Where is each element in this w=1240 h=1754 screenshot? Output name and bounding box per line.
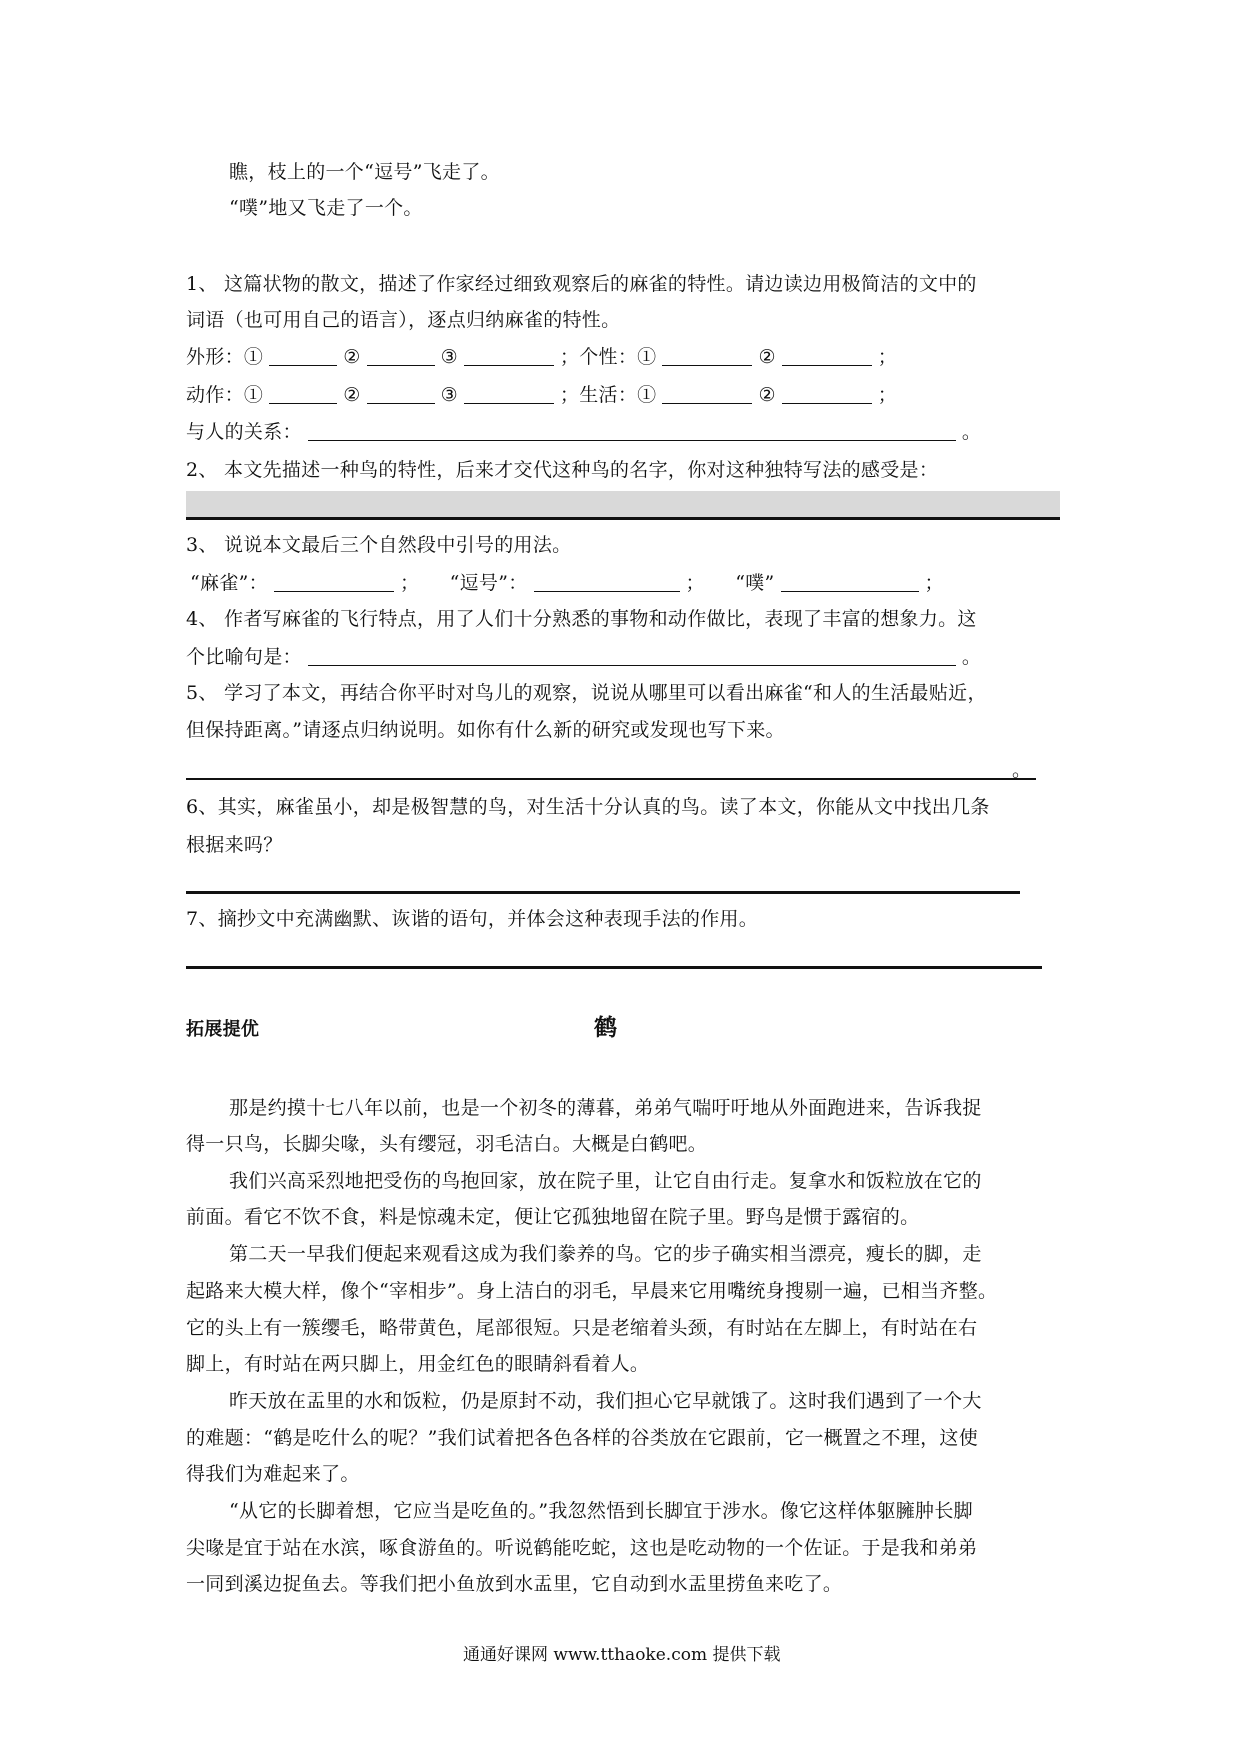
q3-text: 3、 说说本文最后三个自然段中引号的用法。 <box>186 534 572 556</box>
blank-appearance-2[interactable] <box>367 345 435 366</box>
q6-answer-line[interactable] <box>186 891 1020 894</box>
blank-action-2[interactable] <box>367 383 435 404</box>
q1-line-1: 1、 这篇状物的散文，描述了作家经过细致观察后的麻雀的特性。请边读边用极简洁的文中的 <box>186 273 977 295</box>
q4-line-2: 个比喻句是： 。 <box>186 646 982 668</box>
q1-row-action: 动作：① ② ③ ；生活：① ② ； <box>186 384 898 406</box>
article-line: “从它的长脚着想，它应当是吃鱼的。”我忽然悟到长脚宜于涉水。像它这样体躯臃肿长脚 <box>229 1500 973 1522</box>
article-line: 那是约摸十七八年以前，也是一个初冬的薄暮，弟弟气喘吁吁地从外面跑进来，告诉我捉 <box>229 1097 982 1119</box>
blank-quote-douhao[interactable] <box>534 571 680 592</box>
article-line: 昨天放在盂里的水和饭粒，仍是原封不动，我们担心它早就饿了。这时我们遇到了一个大 <box>229 1390 982 1412</box>
article-line: 起路来大模大样，像个“宰相步”。身上洁白的羽毛，早晨来它用嘴统身搜剔一遍，已相当齐整。 <box>186 1280 998 1302</box>
q4-line-1: 4、 作者写麻雀的飞行特点，用了人们十分熟悉的事物和动作做比，表现了丰富的想象力。这 <box>186 608 977 630</box>
q3-answers: “麻雀”： ； “逗号”： ； “噗” ； <box>190 572 944 594</box>
q5-end-mark: 。 <box>1012 759 1032 781</box>
blank-metaphor[interactable] <box>308 645 956 666</box>
article-line: 的难题：“鹤是吃什么的呢？”我们试着把各色各样的谷类放在它跟前，它一概置之不理，这使 <box>186 1427 979 1449</box>
article-title: 鹤 <box>594 1015 618 1041</box>
q1-row-relation: 与人的关系： 。 <box>186 421 982 443</box>
article-line: 得我们为难起来了。 <box>186 1463 360 1485</box>
q1-line-2: 词语（也可用自己的语言），逐点归纳麻雀的特性。 <box>186 309 621 331</box>
section-label: 拓展提优 <box>186 1019 260 1040</box>
q1-row-appearance: 外形：① ② ③ ；个性：① ② ； <box>186 346 898 368</box>
blank-appearance-3[interactable] <box>464 345 554 366</box>
article-line: 尖喙是宜于站在水滨，啄食游鱼的。听说鹤能吃蛇，这也是吃动物的一个佐证。于是我和弟弟 <box>186 1537 978 1559</box>
blank-personality-2[interactable] <box>782 345 872 366</box>
q5-answer-line[interactable] <box>186 778 1036 780</box>
blank-life-1[interactable] <box>662 383 752 404</box>
article-line: 脚上，有时站在两只脚上，用金红色的眼睛斜看着人。 <box>186 1353 650 1375</box>
blank-life-2[interactable] <box>782 383 872 404</box>
blank-action-1[interactable] <box>269 383 337 404</box>
intro-line-1: 瞧，枝上的一个“逗号”飞走了。 <box>229 161 500 183</box>
blank-appearance-1[interactable] <box>269 345 337 366</box>
q6-line-1: 6、其实，麻雀虽小，却是极智慧的鸟，对生活十分认真的鸟。读了本文，你能从文中找出几条 <box>186 796 990 818</box>
blank-quote-maque[interactable] <box>274 571 394 592</box>
article-line: 第二天一早我们便起来观看这成为我们豢养的鸟。它的步子确实相当漂亮，瘦长的脚，走 <box>229 1243 982 1265</box>
q7-text: 7、摘抄文中充满幽默、诙谐的语句，并体会这种表现手法的作用。 <box>186 908 759 930</box>
q5-line-1: 5、 学习了本文，再结合你平时对鸟儿的观察，说说从哪里可以看出麻雀“和人的生活最贴近， <box>186 682 987 704</box>
page-footer: 通通好课网 www.tthaoke.com 提供下载 <box>463 1645 781 1665</box>
q2-text: 2、 本文先描述一种鸟的特性，后来才交代这种鸟的名字，你对这种独特写法的感受是： <box>186 459 939 481</box>
article-line: 我们兴高采烈地把受伤的鸟抱回家，放在院子里，让它自由行走。复拿水和饭粒放在它的 <box>229 1170 982 1192</box>
blank-personality-1[interactable] <box>662 345 752 366</box>
article-line: 它的头上有一簇缨毛，略带黄色，尾部很短。只是老缩着头颈，有时站在左脚上，有时站在右 <box>186 1317 978 1339</box>
blank-relation[interactable] <box>308 420 956 441</box>
blank-quote-pu[interactable] <box>781 571 919 592</box>
article-line: 得一只鸟，长脚尖喙，头有缨冠，羽毛洁白。大概是白鹤吧。 <box>186 1133 708 1155</box>
blank-action-3[interactable] <box>464 383 554 404</box>
q6-line-2: 根据来吗？ <box>186 834 283 856</box>
q2-answer-line <box>186 517 1060 520</box>
article-line: 前面。看它不饮不食，料是惊魂未定，便让它孤独地留在院子里。野鸟是惯于露宿的。 <box>186 1206 920 1228</box>
intro-line-2: “噗”地又飞走了一个。 <box>229 197 423 219</box>
q2-answer-area[interactable] <box>186 491 1060 517</box>
article-line: 一同到溪边捉鱼去。等我们把小鱼放到水盂里，它自动到水盂里捞鱼来吃了。 <box>186 1573 843 1595</box>
q5-line-2: 但保持距离。”请逐点归纳说明。如你有什么新的研究或发现也写下来。 <box>186 719 785 741</box>
q7-answer-line[interactable] <box>186 966 1042 969</box>
